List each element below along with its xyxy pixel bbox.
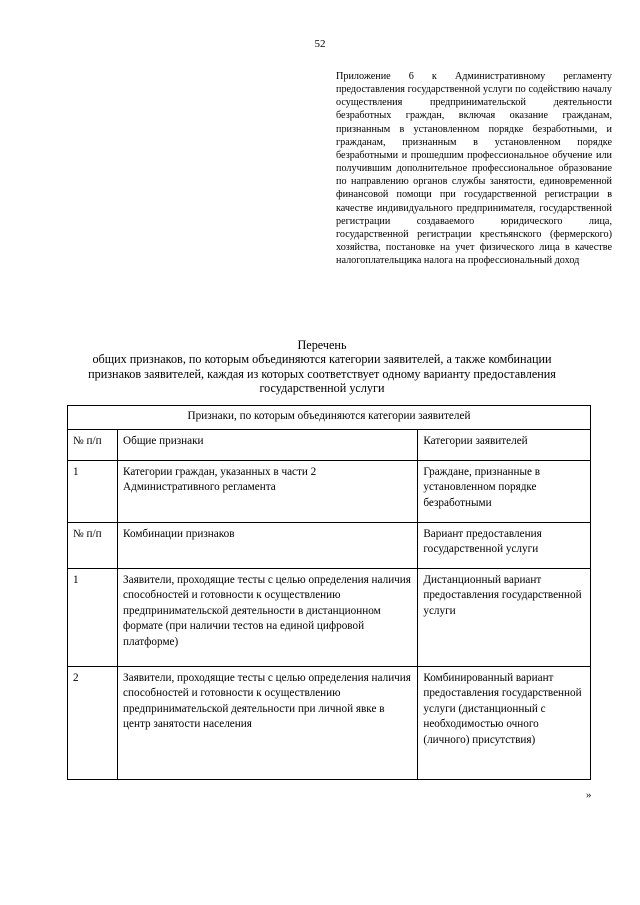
table-header-row (68, 429, 591, 460)
column-header-combinations: Комбинации признаков (118, 522, 418, 568)
criteria-table (67, 405, 591, 780)
cell-variant: Комбинированный вариант предоставления государственной услуги (дистанционный с необходимостью очного (личного) присутствия) (418, 666, 591, 779)
table-row (68, 568, 591, 666)
table-header-row (68, 522, 591, 568)
cell-combination: Заявители, проходящие тесты с целью определения наличия способностей и готовности к осуществлению предпринимательской деятельности при личной явке в центр занятости населения (118, 666, 418, 779)
cell-number: 1 (68, 460, 118, 522)
list-heading (60, 338, 584, 395)
cell-features: Категории граждан, указанных в части 2 Административного регламента (118, 460, 418, 522)
page-number: 52 (314, 38, 326, 50)
heading-title: Перечень (297, 338, 347, 352)
heading-line: признаков заявителей, каждая из которых соответствует одному варианту предоставления (88, 366, 556, 381)
column-header-variant: Вариант предоставления государственной услуги (418, 522, 591, 568)
heading-line: общих признаков, по которым объединяются категории заявителей, а также комбинации (92, 352, 552, 367)
cell-number: 1 (68, 568, 118, 666)
cell-variant: Дистанционный вариант предоставления государственной услуги (418, 568, 591, 666)
column-header-number: № п/п (68, 429, 118, 460)
appendix-note: Приложение 6 к Административному регламенту предоставления государственной услуги по содействию началу осуществления предпринимательской деятельности безработных граждан, включая оказание гражданам, признанным в установленном порядке безработными, и гражданам, признанным в установленном порядке безработными и прошедшим профессиональное обучение или получившим дополнительное профессиональное образование по направлению органов службы занятости, единовременной финансовой помощи при государственной регистрации в качестве индивидуального предпринимателя, государственной регистрации создаваемого юридического лица, государственной регистрации крестьянского (фермерского) хозяйства, постановке на учет физического лица в качестве налогоплательщика налога на профессиональный доход (336, 71, 612, 267)
column-header-number: № п/п (68, 522, 118, 568)
cell-number: 2 (68, 666, 118, 779)
column-header-categories: Категории заявителей (418, 429, 591, 460)
closing-quote-mark: » (586, 789, 592, 801)
cell-combination: Заявители, проходящие тесты с целью определения наличия способностей и готовности к осуществлению предпринимательской деятельности в дистанционном формате (при наличии тестов на единой цифровой платформе) (118, 568, 418, 666)
table-title-row (68, 406, 591, 430)
cell-categories: Граждане, признанные в установленном порядке безработными (418, 460, 591, 522)
column-header-features: Общие признаки (118, 429, 418, 460)
heading-line: государственной услуги (259, 380, 385, 395)
table-section-title: Признаки, по которым объединяются категории заявителей (68, 406, 591, 430)
table-row (68, 460, 591, 522)
table-row (68, 666, 591, 779)
